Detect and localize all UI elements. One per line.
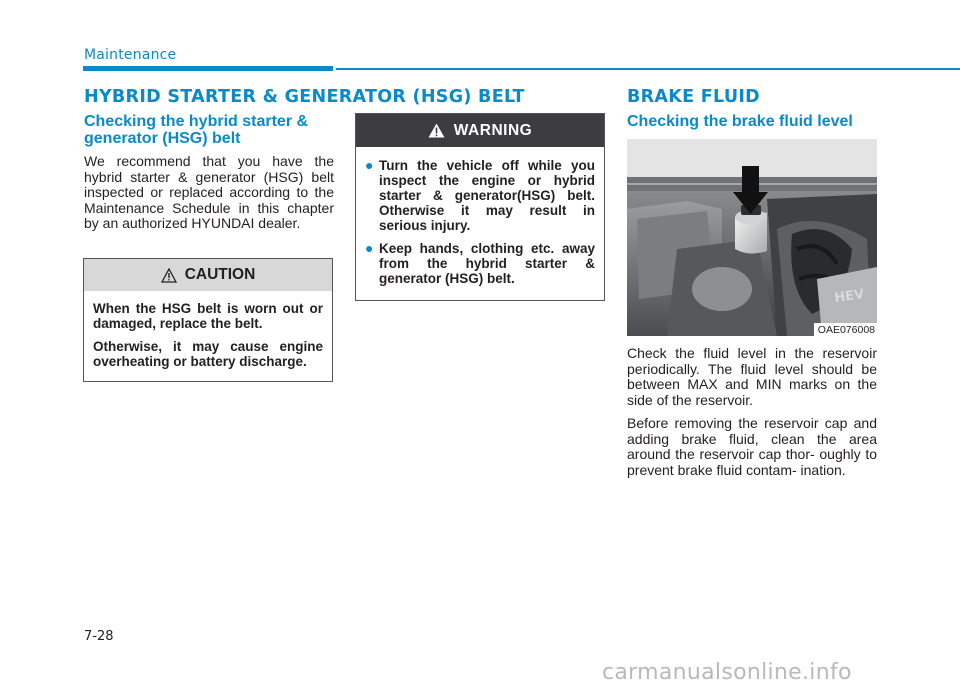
caution-paragraph: Otherwise, it may cause engine overheating or battery discharge. <box>93 339 323 369</box>
warning-header <box>356 114 604 147</box>
header-rule-thick <box>83 66 333 71</box>
hsg-body-text: We recommend that you have the hybrid starter & generator (HSG) belt inspected or replaced according to the Maintenance Schedule in this chapter by an authorized HYUNDAI dealer. <box>84 153 334 231</box>
watermark: carmanualsonline.info <box>602 660 852 685</box>
warning-body <box>356 147 604 286</box>
brake-paragraph: Before removing the reservoir cap and adding brake fluid, clean the area around the reservoir cap thor- oughly to prevent brake fluid contam- ination. <box>627 415 877 478</box>
brake-fluid-reservoir-photo <box>627 139 877 336</box>
warning-item-text: Keep hands, clothing etc. away from the hybrid starter & generator (HSG) belt. <box>379 241 595 286</box>
warning-item-text: Turn the vehicle off while you inspect the engine or hybrid starter & generator(HSG) belt. Otherwise it may result in serious injury. <box>379 158 595 233</box>
caution-body <box>84 291 332 369</box>
caution-paragraph: When the HSG belt is worn out or damaged, replace the belt. <box>93 301 323 331</box>
page-number: 7-28 <box>84 629 114 644</box>
warning-item <box>365 158 595 233</box>
bullet-icon: ● <box>365 157 374 173</box>
warning-label: WARNING <box>453 121 533 139</box>
header-rule-thin <box>336 68 960 70</box>
bullet-icon: ● <box>365 240 374 256</box>
section-label: Maintenance <box>84 47 177 63</box>
warning-list <box>365 158 595 286</box>
hsg-subtitle: Checking the hybrid starter & generator (HSG) belt <box>84 113 309 147</box>
hsg-section-title: HYBRID STARTER & GENERATOR (HSG) BELT <box>84 87 525 107</box>
caution-header <box>84 259 332 291</box>
hev-engine-badge: HEV <box>833 286 866 306</box>
caution-box <box>83 258 333 382</box>
brake-paragraph: Check the fluid level in the reservoir periodically. The fluid level should be between MAX and MIN marks on the side of the reservoir. <box>627 345 877 408</box>
warning-triangle-icon <box>428 123 445 138</box>
caution-triangle-icon <box>161 268 177 283</box>
caution-label: CAUTION <box>184 266 256 283</box>
brake-subtitle: Checking the brake fluid level <box>627 113 853 130</box>
brake-section-title: BRAKE FLUID <box>627 87 760 107</box>
warning-item <box>365 241 595 286</box>
image-caption: OAE076008 <box>814 323 877 336</box>
engine-bay-illustration <box>627 139 877 336</box>
warning-box <box>355 113 605 301</box>
